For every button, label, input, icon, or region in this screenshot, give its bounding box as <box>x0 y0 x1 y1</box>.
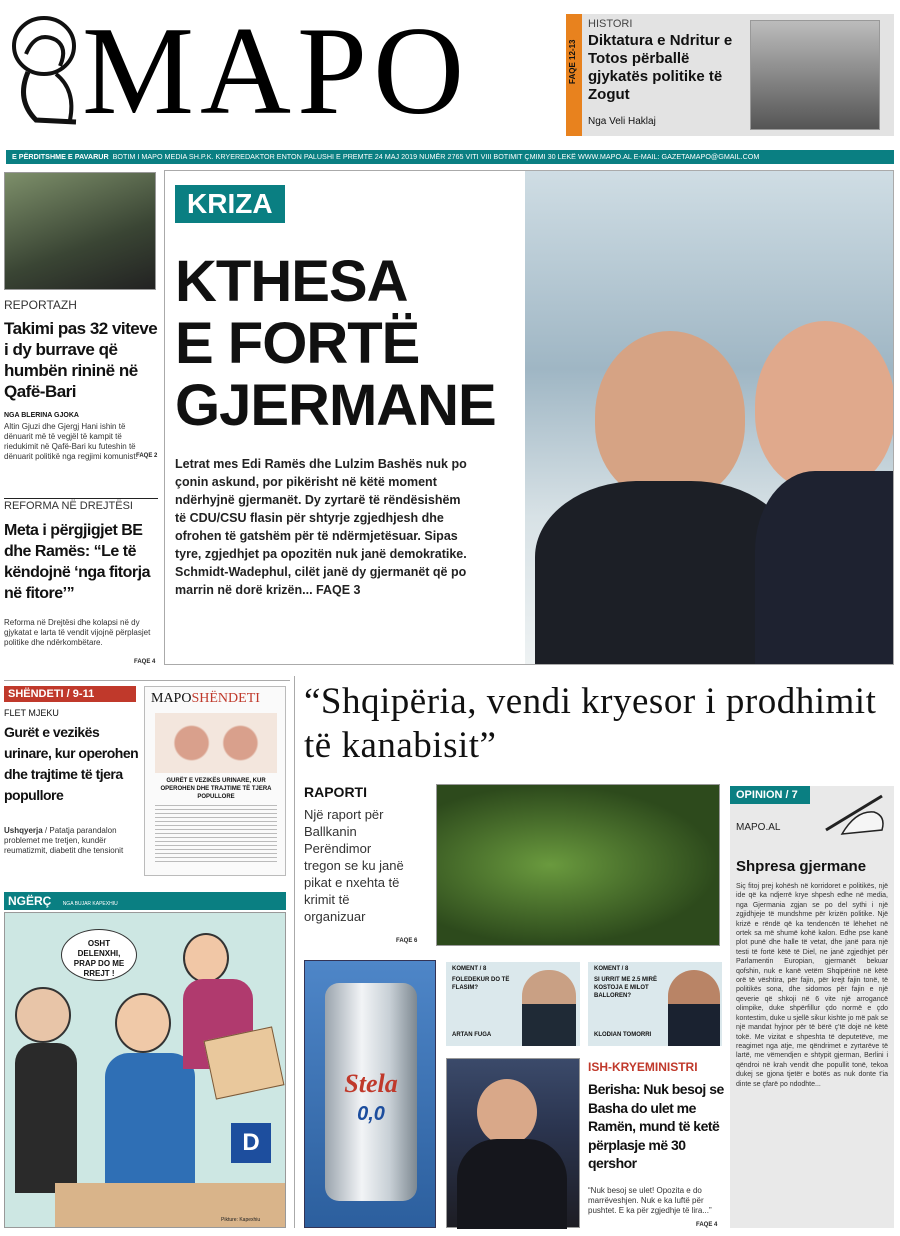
koment-photo <box>522 970 576 1046</box>
kriza-badge: KRIZA <box>175 185 285 223</box>
vertical-divider <box>294 676 295 1228</box>
thumb-logo-section: SHËNDETI <box>191 691 260 706</box>
info-bar: E PËRDITSHME E PAVARUR BOTIM I MAPO MEDIA SH.P.K. KRYEREDAKTOR ENTON PALUSHI E PREMTE 24 MAJ 2019 NUMËR 2765 VITI VIII BOTIMIT ÇMIMI 30 LEKË WWW.MAPO.AL E-MAIL: GAZETAMAPO@GMAIL.COM <box>6 150 894 164</box>
berisha-kicker: ISH-KRYEMINISTRI <box>588 1060 698 1074</box>
cartoon-flag-icon: D <box>231 1123 271 1163</box>
pen-hand-icon <box>822 790 890 838</box>
opinion-bar: OPINION / 7 <box>730 786 810 804</box>
raporti-page: FAQE 6 <box>396 938 418 944</box>
cannabis-photo[interactable] <box>436 784 720 946</box>
cartoon[interactable] <box>4 912 286 1228</box>
thumb-logo: MAPO <box>151 691 192 706</box>
reforma-title[interactable]: Meta i përgjigjet BE dhe Ramës: “Le të këndojnë ‘nga fitorja në fitore’” <box>4 522 150 602</box>
cartoon-figure-right <box>183 933 229 983</box>
lead-body: Letrat mes Edi Ramës dhe Lulzim Bashës nuk po çonin askund, por pikërisht në këtë moment ndërhyjnë gjermanët. Dy zyrtarë të rëndësishëm të CDU/CSU flasin për shtyrje zgjedhjesh dhe ofrohen të gatshëm për të ndërmjetësuar. Sipas tyre, zgjedhjet pa opozitën nuk janë demokratike. Schmidt-Wadephul, cilët janë dy gjermanët që po marrin në dorë krizën... FAQE 3 <box>175 457 467 597</box>
koment-box-2[interactable] <box>588 962 722 1046</box>
berisha-title[interactable]: Berisha: Nuk besoj se Basha do ulet me Ramën, mund të ketë përplasje më 30 qershor <box>588 1081 724 1171</box>
cartoon-figure-left-body <box>15 1043 77 1193</box>
cartoon-figure-center <box>115 993 171 1053</box>
health-bar: SHËNDETI / 9-11 <box>4 686 136 702</box>
beer-can <box>325 983 417 1201</box>
opinion-text: Siç fitoj prej kohësh në korridoret e politikës, një ide që ka ndjerrë krye shpesh edhe në media, nga Gjermania zgjan se po del sythi i një zgjidhjeje të mundshme për krizën politike. Një krizë e rëndë që ka tendencën të lëhehet në ortek sa më shumë kohë kalon. Edhe pse kanë plot punë dhe halle të vetat, dhe janë para një testi të fortë këtë të Diel, ne janë zgjedhjet për Parlamentin Europian, gjermanët bekuar qofshin, nuk e kanë vetëm Shqipërinë në këtë orë të vështira, për fajin, për krejt fajin tonë, të politikës sona, dhe sidomos për fajin e një qeverie që shkoji në 6 vite një arrogancë olimpike, duke shpërfillur çdo normë e çdo kontestim, duke u sjellë sikur kishte jo më pak se një mandat hyjnor për të bërë ç'të dojë në këtë tokë. Me vizitat e shpeshta të deputetëve, me reagimet nga atje, me qëndrimet e zyrtarëve të lartë, me vëmendjen e shtypit gjerman, Berlini i qëndroi në krah vendit dhe popullit tonë, tekoa dukej se gjona tjetër e botës as nuk donte t'ia dinte se çfarë po ndodhte... <box>736 883 888 1088</box>
teaser-side-bar: FAQE 12-13 <box>566 14 582 136</box>
teaser-title: Diktatura e Ndritur e Totos përballë gjykatës politike të Zogut <box>588 32 733 103</box>
cartoon-credit: Pikture: Kapexhiu <box>221 1217 261 1223</box>
divider <box>4 680 290 681</box>
berisha-text: “Nuk besoj se ulet! Opozita e do marrëveshjen. Nuk e ka luftë për pushtet. E ka për zgjedhje të lira...” <box>588 1186 712 1215</box>
berisha-photo[interactable] <box>446 1058 580 1228</box>
raporti-kicker: RAPORTI <box>304 784 367 800</box>
lead-story[interactable] <box>164 170 894 665</box>
koment-author: KLODIAN TOMORRI <box>594 1032 652 1038</box>
cartoon-envelope <box>204 1026 285 1099</box>
berisha-page: FAQE 4 <box>696 1222 718 1228</box>
cartoon-bar: NGËRÇ NGA BUJAR KAPEXHIU <box>4 892 286 910</box>
koment-box-1[interactable] <box>446 962 580 1046</box>
reportazh-kicker: REPORTAZH <box>4 298 77 312</box>
beer-ad[interactable] <box>304 960 436 1228</box>
teaser-kicker: HISTORI <box>588 18 633 30</box>
reportazh-photo[interactable] <box>4 172 156 290</box>
koment-title: FOLEDEKUR DO TË FLASIM? <box>452 977 510 991</box>
masthead-title: MAPO <box>82 2 471 141</box>
masthead-teaser[interactable] <box>566 14 894 136</box>
lead-headline: KTHESA E FORTË GJERMANE <box>175 249 496 438</box>
cartoon-bubble: OSHT DELENXHI, PRAP DO ME RREJT ! <box>61 929 137 981</box>
reforma-kicker: REFORMA NË DREJTËSI <box>4 500 133 512</box>
masthead <box>0 0 900 145</box>
raporti-text[interactable]: Një raport për Ballkanin Perëndimor tregon se ku janë pikat e nxehta të krimit të organizuar <box>304 807 404 924</box>
person-left <box>595 331 745 501</box>
koment-title: SI URRIT ME 2.5 MIRË KOSTOJA E MILOT BALLOREN? <box>594 977 658 999</box>
beer-brand: Stela <box>344 1069 398 1098</box>
thumb-image <box>155 713 277 773</box>
opinion-box[interactable] <box>730 786 894 1228</box>
health-author: FLET MJEKU <box>4 708 59 718</box>
opinion-source: MAPO.AL <box>736 822 781 833</box>
lead-photo <box>525 171 894 665</box>
person-right <box>755 321 894 491</box>
reportazh-author: NGA BLERINA GJOKA <box>4 412 79 419</box>
reforma-text: Reforma në Drejtësi dhe kolapsi në dy gjykatat e larta të vendit vijojnë përplasjet politike dhe ndërkombëtare. <box>4 618 151 647</box>
beer-sub: 0,0 <box>357 1103 385 1125</box>
cartoon-figure-left <box>15 987 71 1043</box>
koment-label: KOMENT / 8 <box>594 966 629 972</box>
quote-headline[interactable]: “Shqipëria, vendi kryesor i prodhimit të kanabisit” <box>304 681 877 766</box>
koment-photo <box>668 970 720 1046</box>
koment-label: KOMENT / 8 <box>452 966 487 972</box>
reportazh-text: Altin Gjuzi dhe Gjergj Hani ishin të dënuarit më të vegjël të kampit të riedukimit në Qafë-Bari ku futeshin të dënuarit politikë nga regjimi komunist. <box>4 422 138 461</box>
divider <box>4 498 158 499</box>
cartoon-figure-center-body <box>105 1053 195 1193</box>
logo-figure-icon <box>6 10 90 130</box>
teaser-portrait <box>750 20 880 130</box>
health-title[interactable]: Gurët e vezikës urinare, kur operohen dhe trajtime të tjera popullore <box>4 724 139 803</box>
thumb-caption: GURËT E VEZIKËS URINARE, KUR OPEROHEN DHE TRAJTIME TË TJERA POPULLORE <box>160 778 272 800</box>
health-bullet: Ushqyerja / Patatja parandalon problemet me tretjen, kundër reumatizmit, diabetit dhe tensionit <box>4 826 124 855</box>
reforma-page: FAQE 4 <box>134 659 156 665</box>
teaser-author: Nga Veli Haklaj <box>588 116 656 127</box>
opinion-title: Shpresa gjermane <box>736 858 867 875</box>
person-right-suit <box>755 471 894 665</box>
koment-author: ARTAN FUGA <box>452 1032 492 1038</box>
health-thumbnail[interactable] <box>144 686 286 876</box>
cartoon-author: NGA BUJAR KAPEXHIU <box>62 901 118 907</box>
reportazh-page: FAQE 2 <box>136 453 158 459</box>
reportazh-title[interactable]: Takimi pas 32 viteve i dy burrave që humbën rininë në Qafë-Bari <box>4 319 158 401</box>
